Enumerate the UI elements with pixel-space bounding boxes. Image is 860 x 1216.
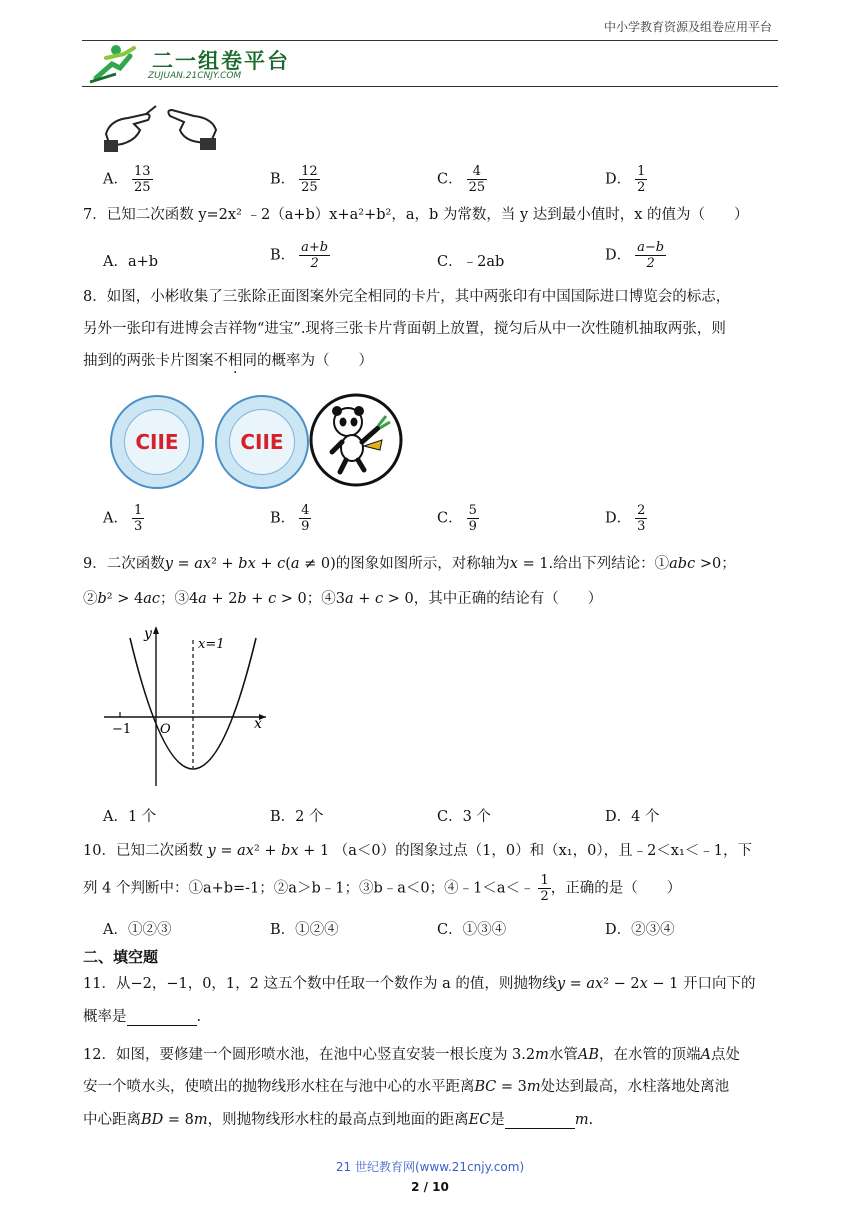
q11-stem-line2 — [83, 1008, 201, 1026]
q12-stem-line2: 安一个喷水头，使喷出的抛物线形水柱在与池中心的水平距离𝐵𝐶 = 3𝑚处达到最高，水柱落地处离池 — [83, 1079, 730, 1095]
site-name: 中小学教育资源及组卷应用平台 — [603, 20, 772, 34]
neg1-label: −1 — [112, 722, 132, 737]
q10-text: ，正确的是（ ） — [550, 880, 682, 897]
q7-stem: 7．已知二次函数 y=2x² ﹣2（a+b）x+a²+b²，a，b 为常数，当 y 达到最小值时，x 的值为（ ） — [83, 207, 749, 223]
denominator: 3 — [133, 519, 143, 534]
q7-option-b[interactable] — [270, 240, 330, 271]
denominator: 2 — [637, 180, 646, 195]
denominator: 2 — [310, 256, 319, 271]
fraction — [635, 164, 647, 195]
option-label: A． — [103, 171, 128, 188]
ciie-card-2 — [215, 395, 309, 489]
q11-text: . — [196, 1009, 202, 1025]
q8-stem-line1: 8．如图，小彬收集了三张除正面图案外完全相同的卡片，其中两张印有中国国际进口博览会的标志， — [83, 289, 731, 305]
fraction — [467, 164, 488, 195]
q8-option-b[interactable] — [270, 503, 311, 534]
q8-text: 抽到的两张卡片图案 — [83, 353, 214, 369]
q7-option-d[interactable] — [605, 240, 666, 271]
page-number: 2 / 10 — [411, 1180, 449, 1194]
hands-illustration-icon — [100, 100, 222, 156]
denominator: 2 — [540, 889, 549, 904]
q8-text: 的概率为（ ） — [257, 353, 373, 369]
q10-stem-line2 — [83, 873, 681, 904]
fraction — [299, 503, 311, 534]
q10-option-d[interactable]: D．②③④ — [605, 922, 675, 938]
numerator: 13 — [133, 164, 151, 179]
q12-stem-line1: 12．如图，要修建一个圆形喷水池，在池中心竖直安装一根长度为 3.2𝑚水管𝐴𝐵，在水管的顶端𝐴点处 — [83, 1047, 740, 1063]
q6-option-b[interactable] — [270, 164, 320, 195]
option-label: D． — [605, 171, 632, 188]
option-label: C． — [437, 510, 463, 527]
ciie-card-1 — [110, 395, 204, 489]
ciie-text: CIIE — [135, 430, 179, 454]
fraction — [299, 164, 320, 195]
numerator: 1 — [540, 873, 549, 888]
denominator: 2 — [646, 256, 655, 271]
q8-option-d[interactable] — [605, 503, 647, 534]
q6-option-c[interactable] — [437, 164, 487, 195]
q6-option-a[interactable] — [103, 164, 153, 195]
q8-stem-line2: 另外一张印有进博会吉祥物“进宝”.现将三张卡片背面朝上放置，搅匀后从中一次性随机抽取两张，则 — [83, 321, 726, 337]
q9-stem-line2: ②𝑏² > 4𝑎𝑐；③4𝑎 + 2𝑏 + 𝑐 > 0；④3𝑎 + 𝑐 > 0，其中正确的结论有（ ） — [83, 591, 603, 607]
option-label: B． — [270, 247, 296, 264]
fraction — [132, 503, 144, 534]
denominator: 9 — [301, 519, 310, 534]
option-label: D． — [605, 510, 632, 527]
q12-text: 中心距离𝐵𝐷 = 8𝑚，则抛物线形水柱的最高点到地面的距离𝐸𝐶是 — [83, 1112, 505, 1128]
fraction — [132, 164, 153, 195]
section-title: 二、填空题 — [83, 948, 159, 966]
symmetry-label: x=1 — [198, 637, 225, 652]
q12-stem-line3 — [83, 1111, 593, 1129]
q8-option-c[interactable] — [437, 503, 479, 534]
parabola-graph — [100, 620, 280, 790]
q11-stem-line1: 11．从−2，−1，0，1，2 这五个数中任取一个数作为 a 的值，则抛物线𝑦 = 𝑎𝑥² − 2𝑥 − 1 开口向下的 — [83, 976, 756, 992]
origin-label: O — [160, 722, 171, 737]
logo-text: 二一组卷平台 — [152, 49, 290, 73]
fraction — [467, 503, 479, 534]
option-label: B． — [270, 510, 296, 527]
panda-mascot-icon — [308, 392, 404, 488]
option-label: C． — [437, 171, 463, 188]
q10-stem-line1: 10．已知二次函数 𝑦 = 𝑎𝑥² + 𝑏𝑥 + 1 （a＜0）的图象过点（1，0）和（x₁，0），且﹣2＜x₁＜﹣1，下 — [83, 843, 753, 859]
fraction — [635, 240, 666, 271]
q10-option-b[interactable]: B．①②④ — [270, 922, 339, 938]
q9-option-a[interactable]: A．1 个 — [103, 809, 157, 825]
q9-stem-line1: 9．二次函数𝑦 = 𝑎𝑥² + 𝑏𝑥 + 𝑐(𝑎 ≠ 0)的图象如图所示，对称轴为𝑥 = 1.给出下列结论：①𝑎𝑏𝑐 >0； — [83, 556, 736, 572]
logo-subtext: ZUJUAN.21CNJY.COM — [148, 71, 242, 81]
denominator: 9 — [468, 519, 477, 534]
q10-option-a[interactable]: A．①②③ — [103, 922, 172, 938]
y-label: y — [144, 626, 152, 642]
q6-option-d[interactable] — [605, 164, 647, 195]
q12-text: 𝑚. — [574, 1112, 594, 1128]
q9-option-c[interactable]: C．3 个 — [437, 809, 491, 825]
numerator: a−b — [637, 240, 665, 255]
ciie-text: CIIE — [240, 430, 284, 454]
q7-option-c[interactable]: C．﹣2ab — [437, 254, 505, 270]
denominator: 3 — [637, 519, 646, 534]
numerator: 1 — [133, 503, 143, 518]
q7-option-a[interactable]: A．a+b — [103, 254, 159, 270]
denominator: 25 — [301, 180, 318, 195]
fraction — [538, 873, 550, 904]
q8-stem-line3 — [83, 352, 373, 370]
option-label: A． — [103, 510, 128, 527]
option-label: D． — [605, 247, 632, 264]
q10-option-c[interactable]: C．①③④ — [437, 922, 507, 938]
numerator: 5 — [468, 503, 477, 518]
q8-emphasis: 不相同 — [213, 353, 257, 369]
q8-option-a[interactable] — [103, 503, 144, 534]
fraction — [635, 503, 647, 534]
q9-option-b[interactable]: B．2 个 — [270, 809, 324, 825]
numerator: 2 — [637, 503, 646, 518]
header-rule-bottom — [82, 86, 778, 87]
q11-text: 概率是 — [83, 1009, 127, 1025]
footer-link[interactable]: 21 世纪教育网(www.21cnjy.com) — [335, 1160, 525, 1174]
header-rule-top — [82, 40, 778, 41]
x-label: x — [254, 716, 262, 732]
option-label: B． — [270, 171, 296, 188]
q9-option-d[interactable]: D．4 个 — [605, 809, 660, 825]
numerator: 1 — [637, 164, 646, 179]
answer-blank[interactable] — [505, 1114, 575, 1129]
answer-blank[interactable] — [127, 1011, 197, 1026]
denominator: 25 — [468, 180, 486, 195]
numerator: 12 — [301, 164, 318, 179]
numerator: 4 — [301, 503, 310, 518]
denominator: 25 — [133, 180, 151, 195]
fraction — [299, 240, 330, 271]
q10-text: 列 4 个判断中：①a+b=-1；②a＞b﹣1；③b﹣a＜0；④﹣1＜a＜﹣ — [83, 880, 535, 897]
numerator: 4 — [467, 164, 488, 180]
numerator: a+b — [301, 240, 329, 255]
y-axis-arrow-icon — [153, 626, 159, 634]
